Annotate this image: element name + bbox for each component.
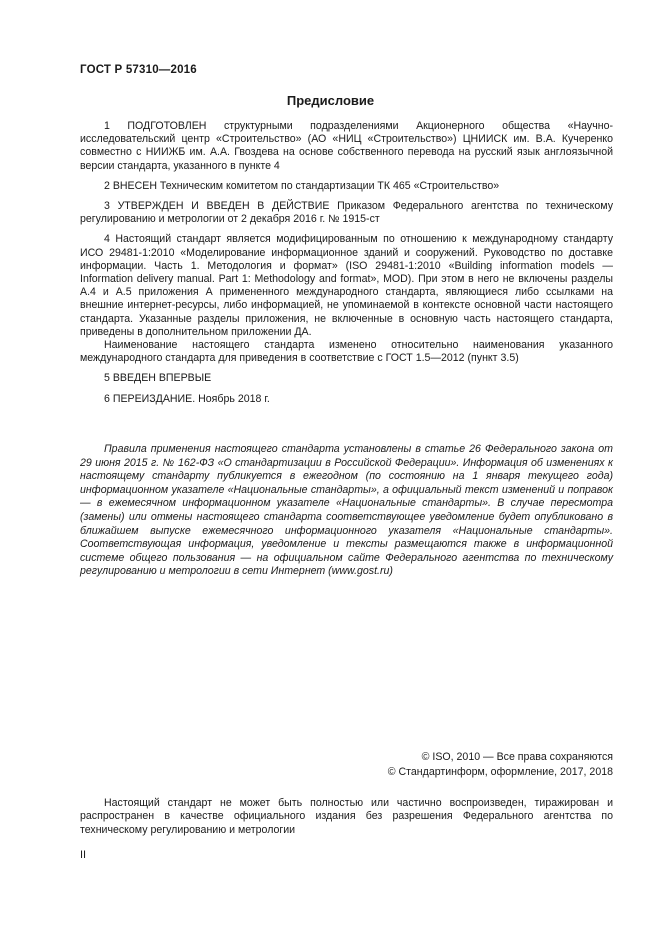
foreword-item-4-note: Наименование настоящего стандарта изменено относительно наименования указанного международного стандарта для приведения в соответствие с ГОСТ 1.5—2012 (пункт 3.5) xyxy=(80,339,613,365)
legal-notice: Правила применения настоящего стандарта установлены в статье 26 Федерального закона от 29 июня 2015 г. № 162-ФЗ «О стандартизации в Российской Федерации». Информация об изменениях к настоящему стандарту публикуется в ежегодном (по состоянию на 1 января текущего года) информационном указателе «Национальные стандарты», а официальный текст изменений и поправок — в ежемесячном информационном указателе «Национальные стандарты». В случае пересмотра (замены) или отмены настоящего стандарта соответствующее уведомление будет опубликовано в ближайшем выпуске ежемесячного информационного указателя «Национальные стандарты». Соответствующая информация, уведомление и тексты размещаются также в информационной системе общего пользования — на официальном сайте Федерального агентства по техническому регулированию и метрологии в сети Интернет (www.gost.ru) xyxy=(80,443,613,578)
page-number: II xyxy=(80,849,87,861)
copyright-iso: © ISO, 2010 — Все права сохраняются xyxy=(421,751,613,763)
foreword-item-1: 1 ПОДГОТОВЛЕН структурными подразделениями Акционерного общества «Научно-исследовательский центр «Строительство» (АО «НИЦ «Строительство») ЦНИИСК им. В.А. Кучеренко совместно с НИИЖБ им. А.А. Гвоздева на основе собственного перевода на русский язык англоязычной версии стандарта, указанного в пункте 4 xyxy=(80,120,613,172)
page-title: Предисловие xyxy=(286,93,375,108)
foreword-item-4: 4 Настоящий стандарт является модифицированным по отношению к международному стандарту ИСО 29481-1:2010 «Моделирование информационное зданий и сооружений. Руководство по доставке информации. Часть 1. Методология и формат» (ISO 29481-1:2010 «Building information models — Information delivery manual. Part 1: Methodology and format», MOD). При этом в него не включены разделы А.4 и А.5 приложения А примененного международного стандарта, являющиеся либо ссылками на внешние интернет-ресурсы, либо информацией, не упоминаемой в контексте основной части настоящего стандарта. Указанные разделы приложения, не включенные в основную часть настоящего стандарта, приведены в дополнительном приложении ДА. xyxy=(80,233,613,338)
standard-code: ГОСТ Р 57310—2016 xyxy=(80,64,197,76)
foreword-item-5: 5 ВВЕДЕН ВПЕРВЫЕ xyxy=(104,372,212,385)
foreword-item-2: 2 ВНЕСЕН Техническим комитетом по стандартизации ТК 465 «Строительство» xyxy=(104,179,500,192)
foreword-item-6: 6 ПЕРЕИЗДАНИЕ. Ноябрь 2018 г. xyxy=(104,392,270,405)
foreword-item-3: 3 УТВЕРЖДЕН И ВВЕДЕН В ДЕЙСТВИЕ Приказом Федерального агентства по техническому регулированию и метрологии от 2 декабря 2016 г. № 1915-ст xyxy=(80,200,613,226)
reproduction-notice: Настоящий стандарт не может быть полностью или частично воспроизведен, тиражирован и распространен в качестве официального издания без разрешения Федерального агентства по техническому регулированию и метрологии xyxy=(80,797,613,836)
copyright-standartinform: © Стандартинформ, оформление, 2017, 2018 xyxy=(387,766,613,778)
foreword-body xyxy=(80,120,613,406)
